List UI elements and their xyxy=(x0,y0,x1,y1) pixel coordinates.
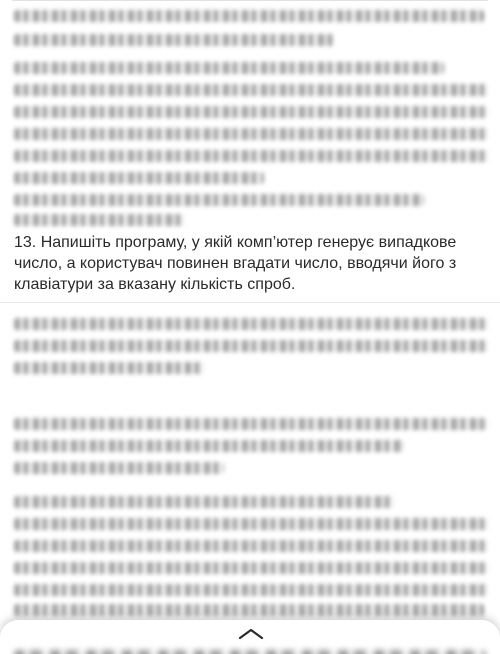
page-top-edge xyxy=(12,0,488,9)
blurred-text-line xyxy=(14,62,444,74)
blurred-text-line xyxy=(14,128,488,140)
blurred-text-line xyxy=(14,194,424,206)
chevron-up-icon[interactable] xyxy=(238,628,264,640)
blurred-text-line xyxy=(14,440,404,452)
blurred-text-line xyxy=(14,150,488,162)
blurred-text-line xyxy=(14,214,184,226)
sheet-blurred-text xyxy=(14,650,486,654)
blurred-text-line xyxy=(14,462,224,474)
blurred-text-line xyxy=(14,362,204,374)
blurred-text-line xyxy=(14,496,394,508)
divider xyxy=(0,302,500,303)
blurred-text-line xyxy=(14,518,488,530)
blurred-text-line xyxy=(14,10,484,22)
blurred-text-line xyxy=(14,34,334,46)
blurred-text-line xyxy=(14,84,488,96)
bottom-sheet[interactable] xyxy=(0,620,500,654)
blurred-text-line xyxy=(14,106,488,118)
blurred-text-line xyxy=(14,340,488,352)
blurred-text-line xyxy=(14,604,484,616)
item-13-text: 13. Напишіть програму, у якій комп’ютер генерує випадкове число, а користувач повинен вгадати число, вводячи його з клавіатури за вказану кількість спроб. xyxy=(14,234,457,293)
blurred-text-line xyxy=(14,318,488,330)
blurred-text-line xyxy=(14,584,488,596)
blurred-text-line xyxy=(14,540,488,552)
blurred-text-line xyxy=(14,418,488,430)
blurred-text-line xyxy=(14,172,264,184)
blurred-text-line xyxy=(14,562,488,574)
